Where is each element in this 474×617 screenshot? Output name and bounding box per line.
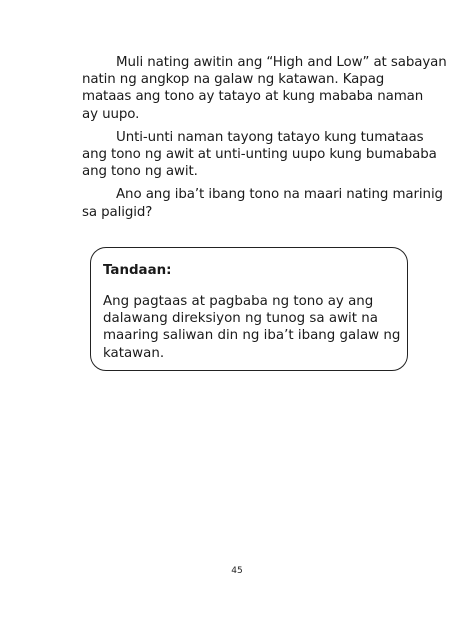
paragraph-line: Ano ang iba’t ibang tono na maari nating marinig bbox=[116, 187, 443, 203]
paragraph-line: Unti-unti naman tayong tatayo kung tumataas bbox=[116, 129, 424, 145]
body-text bbox=[82, 54, 447, 227]
note-body bbox=[103, 293, 401, 362]
paragraph-1 bbox=[82, 54, 447, 123]
paragraph-line: ang tono ng awit at unti-unting uupo kung bumababa bbox=[82, 147, 437, 163]
note-title: Tandaan: bbox=[103, 263, 172, 278]
tandaan-note-box bbox=[90, 247, 408, 371]
paragraph-line: mataas ang tono ay tatayo at kung mababa naman bbox=[82, 89, 424, 105]
paragraph-2 bbox=[82, 129, 437, 181]
paragraph-line: Muli nating awitin ang “High and Low” at sabayan bbox=[116, 55, 447, 70]
note-line: Ang pagtaas at pagbaba ng tono ay ang bbox=[103, 294, 374, 309]
page-number: 45 bbox=[231, 566, 243, 576]
paragraph-line: ay uupo. bbox=[82, 106, 140, 122]
paragraph-line: sa paligid? bbox=[82, 204, 153, 220]
note-line: katawan. bbox=[103, 345, 165, 361]
paragraph-line: ang tono ng awit. bbox=[82, 164, 198, 180]
note-line: maaring saliwan din ng iba’t ibang galaw ng bbox=[103, 328, 401, 344]
note-line: dalawang direksiyon ng tunog sa awit na bbox=[103, 311, 378, 327]
paragraph-3 bbox=[82, 186, 443, 220]
paragraph-line: natin ng angkop na galaw ng katawan. Kapag bbox=[82, 72, 385, 88]
